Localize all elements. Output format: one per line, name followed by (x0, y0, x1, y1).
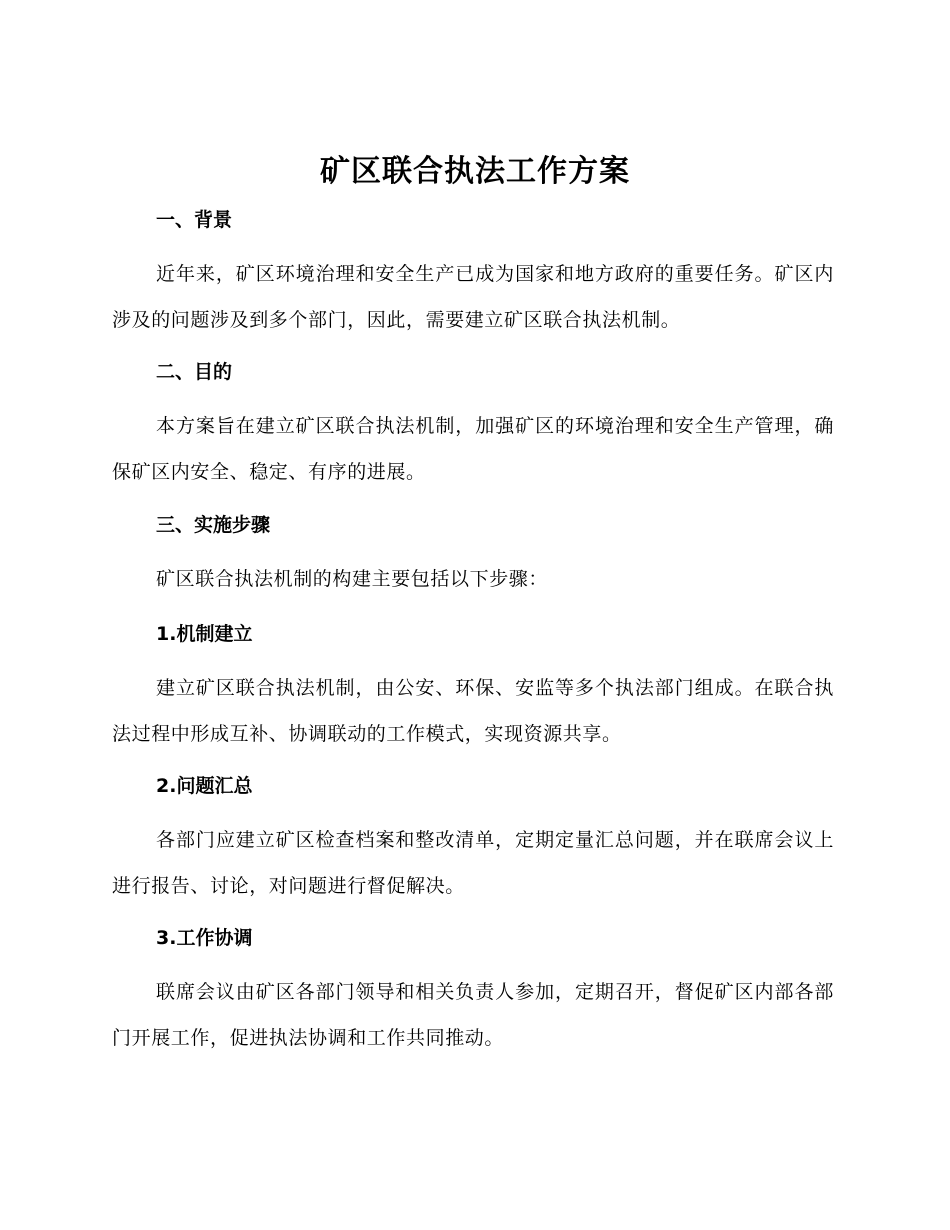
subheading-coordination: 3.工作协调 (156, 927, 253, 949)
subheading-mechanism: 1.机制建立 (156, 623, 253, 645)
section-heading-purpose: 二、目的 (156, 361, 233, 383)
section-heading-implementation: 三、实施步骤 (156, 514, 271, 536)
paragraph-mechanism: 建立矿区联合执法机制，由公安、环保、安监等多个执法部门组成。在联合执法过程中形成互补、协调联动的工作模式，实现资源共享。 (112, 677, 834, 745)
paragraph-purpose: 本方案旨在建立矿区联合执法机制，加强矿区的环境治理和安全生产管理，确保矿区内安全、稳定、有序的进展。 (112, 415, 834, 483)
paragraph-coordination: 联席会议由矿区各部门领导和相关负责人参加，定期召开，督促矿区内部各部门开展工作，促进执法协调和工作共同推动。 (112, 981, 834, 1049)
paragraph-implementation: 矿区联合执法机制的构建主要包括以下步骤： (156, 568, 549, 590)
section-heading-background: 一、背景 (156, 209, 233, 231)
paragraph-issues: 各部门应建立矿区检查档案和整改清单，定期定量汇总问题，并在联席会议上进行报告、讨论，对问题进行督促解决。 (112, 829, 834, 897)
subheading-issues: 2.问题汇总 (156, 775, 253, 797)
document-title: 矿区联合执法工作方案 (320, 154, 630, 189)
paragraph-background: 近年来，矿区环境治理和安全生产已成为国家和地方政府的重要任务。矿区内涉及的问题涉及到多个部门，因此，需要建立矿区联合执法机制。 (112, 263, 834, 331)
